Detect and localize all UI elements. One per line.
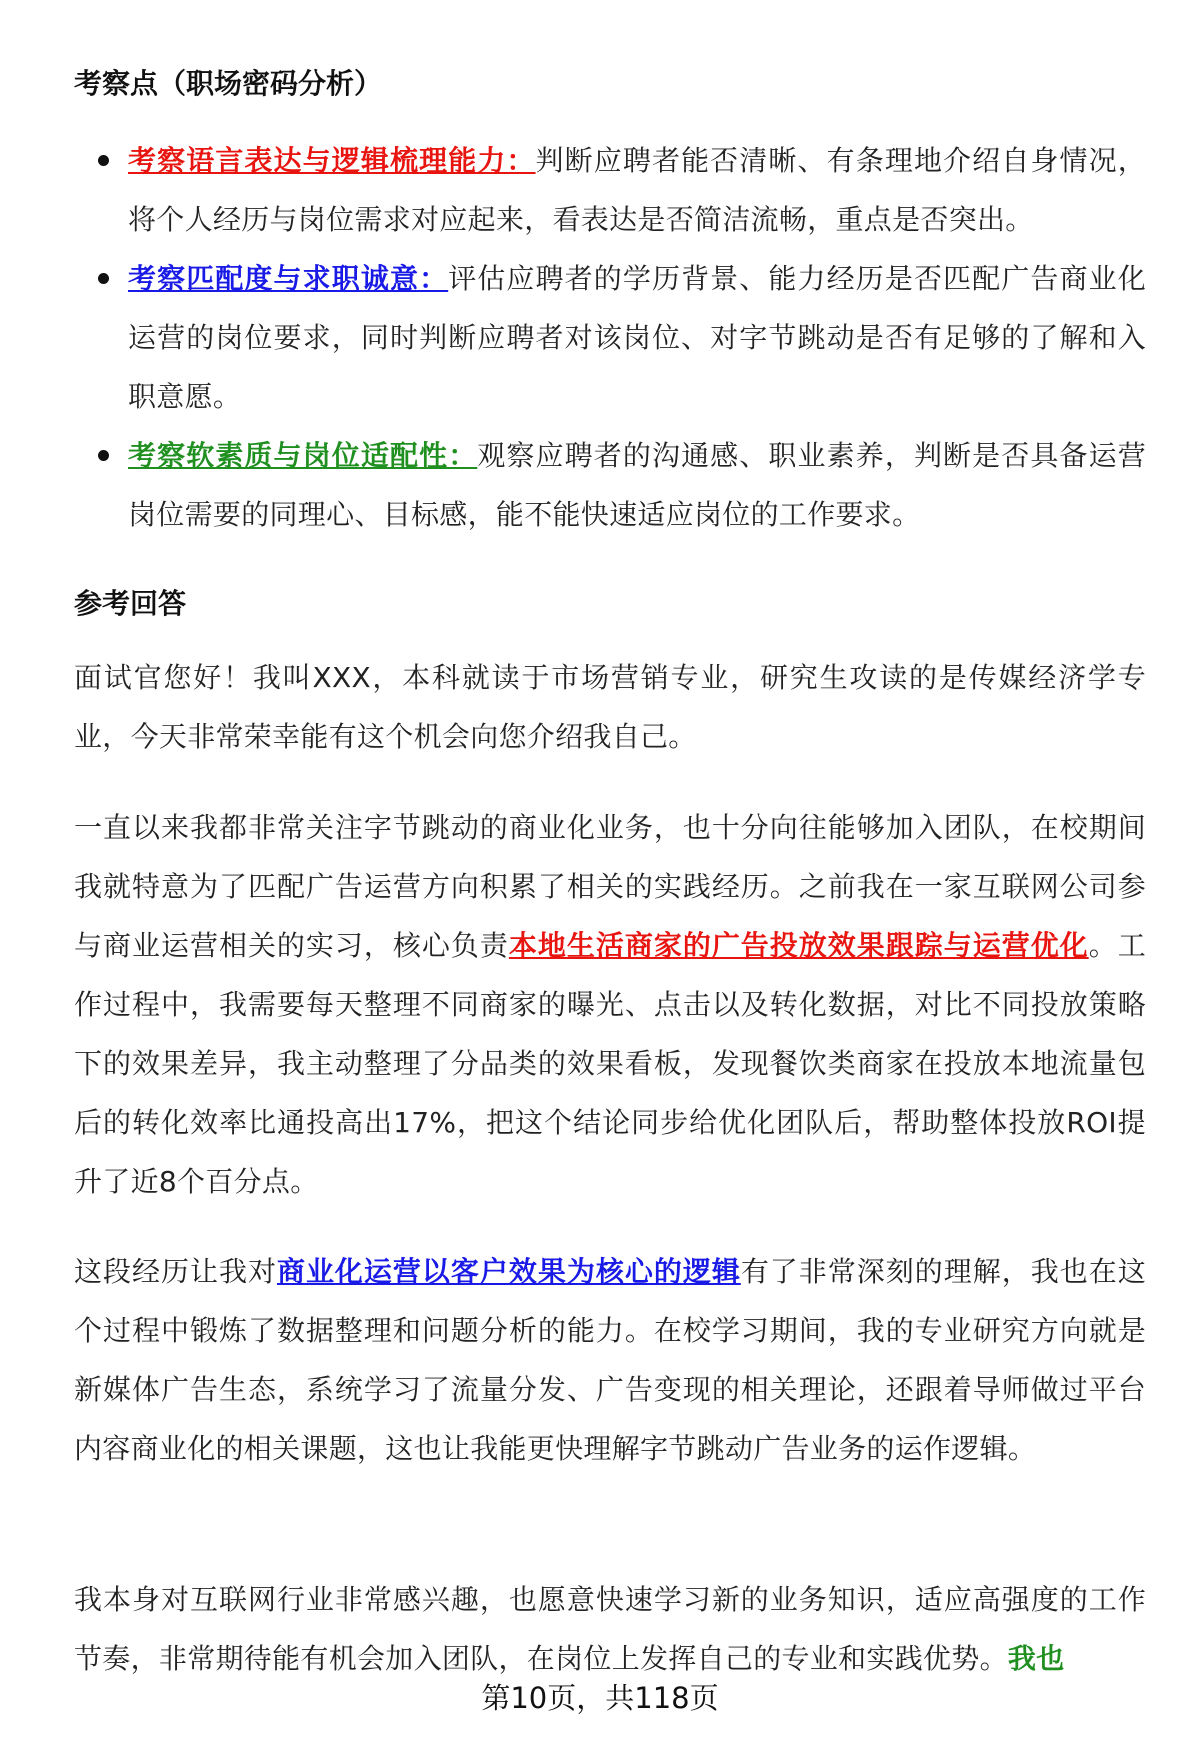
bullet-icon [98, 450, 109, 461]
answer-paragraph-1: 面试官您好！我叫XXX，本科就读于市场营销专业，研究生攻读的是传媒经济学专业，今天非常荣幸能有这个机会向您介绍我自己。 [74, 661, 1146, 753]
paragraph-text: 一直以来我都非常关注字节跳动的商业化业务，也十分向往能够加入团队，在校期间我就特意为了匹配广告运营方向积累了相关的实践经历。之前我在一家互联网公司参与商业运营相关的实习，核心负责 [74, 811, 1146, 962]
bullet-icon [98, 273, 109, 284]
bullet-label: 考察匹配度与求职诚意： [128, 262, 449, 295]
paragraph-text: 我本身对互联网行业非常感兴趣，也愿意快速学习新的业务知识，适应高强度的工作节奏，非常期待能有机会加入团队，在岗位上发挥自己的专业和实践优势。 [74, 1583, 1146, 1675]
paragraph-text: 这段经历让我对 [74, 1255, 277, 1288]
bullet-text: 评估应聘者的学历背景、能力经历是否匹配广告商业化运营的岗位要求，同时判断应聘者对该岗位、对字节跳动是否有足够的了解和入职意愿。 [128, 262, 1146, 413]
bullet-item-expression [128, 131, 1146, 249]
bullet-label: 考察软素质与岗位适配性： [128, 439, 478, 472]
bullet-label: 考察语言表达与逻辑梳理能力： [128, 144, 536, 177]
bullet-text: 观察应聘者的沟通感、职业素养，判断是否具备运营岗位需要的同理心、目标感，能不能快速适应岗位的工作要求。 [128, 439, 1146, 531]
answer-paragraph-2 [74, 798, 1146, 1211]
answer-paragraph-3 [74, 1242, 1146, 1478]
bullet-icon [98, 155, 109, 166]
paragraph-text: 。工作过程中，我需要每天整理不同商家的曝光、点击以及转化数据，对比不同投放策略下的效果差异，我主动整理了分品类的效果看板，发现餐饮类商家在投放本地流量包后的转化效率比通投高出17%，把这个结论同步给优化团队后，帮助整体投放ROI提升了近8个百分点。 [74, 929, 1146, 1198]
paragraph-text: 有了非常深刻的理解，我也在这个过程中锻炼了数据整理和问题分析的能力。在校学习期间，我的专业研究方向就是新媒体广告生态，系统学习了流量分发、广告变现的相关理论，还跟着导师做过平台内容商业化的相关课题，这也让我能更快理解字节跳动广告业务的运作逻辑。 [74, 1255, 1146, 1465]
bullet-text: 判断应聘者能否清晰、有条理地介绍自身情况，将个人经历与岗位需求对应起来，看表达是否简洁流畅，重点是否突出。 [128, 144, 1147, 236]
section-title-assessment: 考察点（职场密码分析） [74, 67, 383, 100]
bullet-item-match [128, 249, 1146, 426]
highlight-text: 我也 [1007, 1642, 1065, 1675]
highlight-text: 商业化运营以客户效果为核心的逻辑 [276, 1255, 741, 1288]
answer-paragraph-4 [74, 1570, 1146, 1688]
bullet-item-soft-skills [128, 426, 1146, 544]
page-number: 第10页，共118页 [481, 1681, 719, 1715]
section-title-reference-answer: 参考回答 [74, 587, 187, 620]
highlight-text: 本地生活商家的广告投放效果跟踪与运营优化 [508, 929, 1089, 962]
